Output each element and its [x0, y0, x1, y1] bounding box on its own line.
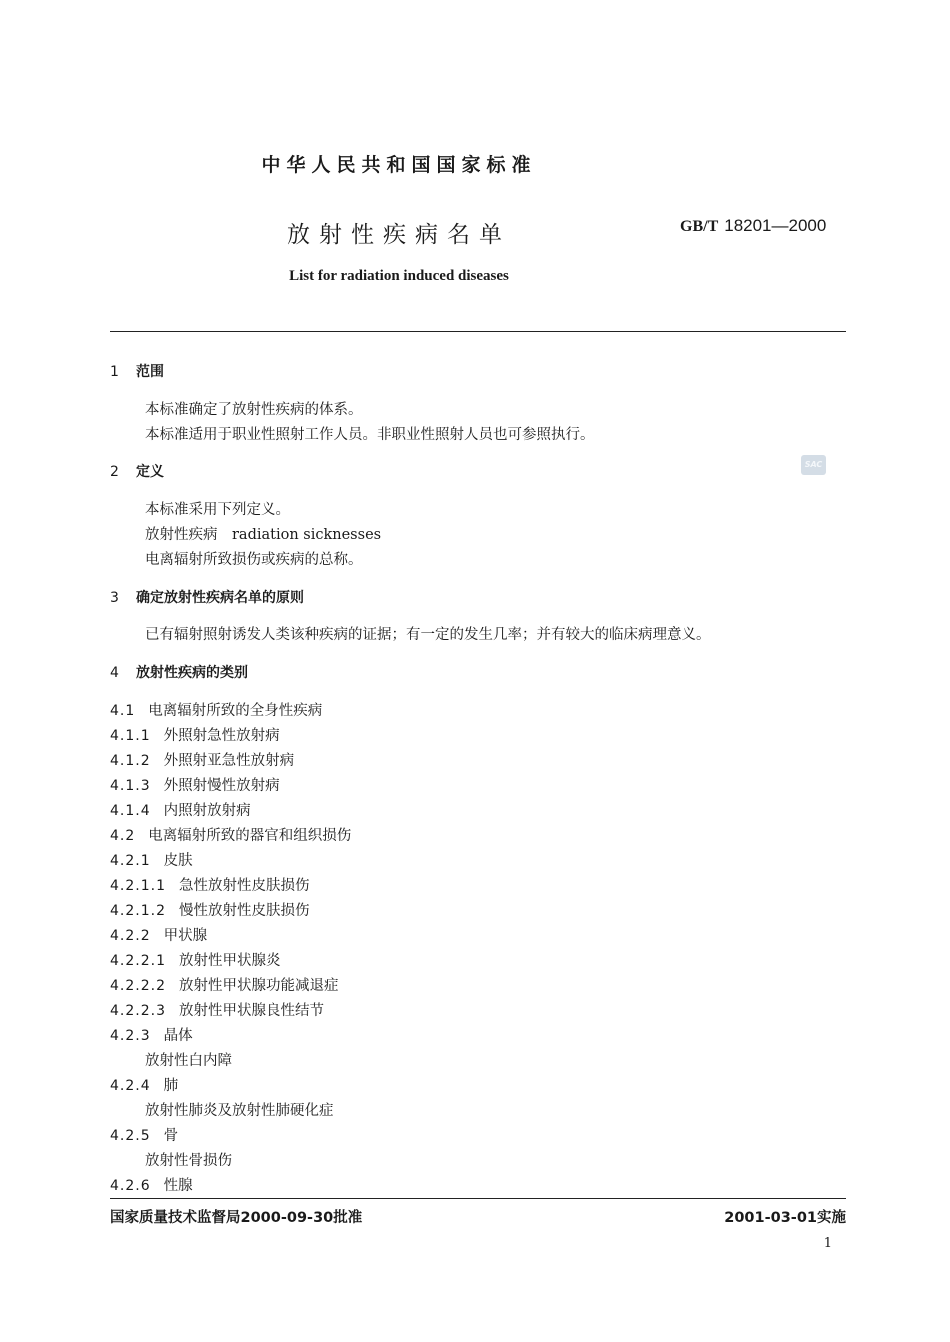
list-item	[110, 999, 324, 1020]
section-number: 1	[110, 364, 119, 380]
list-item	[110, 1174, 193, 1195]
item-text: 晶体	[163, 1028, 193, 1044]
standard-code	[680, 216, 826, 236]
item-text: 放射性骨损伤	[145, 1153, 232, 1169]
section-number: 3	[110, 590, 119, 606]
section-1-heading	[110, 361, 164, 381]
list-item	[110, 749, 294, 770]
list-item	[110, 949, 280, 970]
item-text: 急性放射性皮肤损伤	[178, 878, 310, 894]
item-number: 4.2.3	[110, 1028, 151, 1044]
item-text: 外照射亚急性放射病	[163, 753, 295, 769]
item-text: 放射性甲状腺良性结节	[178, 1003, 324, 1019]
paragraph: 本标准采用下列定义。	[145, 502, 290, 518]
item-number: 4.2.4	[110, 1078, 151, 1094]
list-item	[110, 924, 207, 945]
list-item	[110, 824, 351, 845]
section-title: 确定放射性疾病名单的原则	[136, 590, 304, 606]
list-item	[110, 849, 193, 870]
document-title: 放射性疾病名单	[287, 222, 511, 248]
page-number: 1	[823, 1236, 832, 1251]
sac-watermark-logo: SAC	[801, 455, 826, 475]
item-number: 4.2.1	[110, 853, 151, 869]
english-subtitle: List for radiation induced diseases	[289, 268, 509, 284]
paragraph: 已有辐射照射诱发人类该种疾病的证据；有一定的发生几率；并有较大的临床病理意义。	[145, 627, 711, 643]
section-title: 放射性疾病的类别	[136, 665, 248, 681]
item-number: 4.2.1.1	[110, 878, 166, 894]
item-text: 放射性甲状腺功能减退症	[178, 978, 339, 994]
item-text: 电离辐射所致的全身性疾病	[148, 703, 323, 719]
standard-code-number: 18201—2000	[724, 216, 827, 235]
term-definition: 放射性疾病 radiation sicknesses	[145, 527, 382, 543]
section-4-heading	[110, 662, 248, 682]
list-item	[110, 774, 280, 795]
item-number: 4.2.2	[110, 928, 151, 944]
item-number: 4.2.2.3	[110, 1003, 166, 1019]
paragraph: 本标准确定了放射性疾病的体系。	[145, 402, 363, 418]
standard-code-prefix: GB/T	[680, 218, 719, 235]
item-number: 4.1	[110, 703, 136, 719]
item-text: 性腺	[163, 1178, 193, 1194]
item-number: 4.1.1	[110, 728, 151, 744]
section-title: 定义	[136, 464, 164, 480]
list-item	[110, 899, 309, 920]
section-3-heading	[110, 587, 304, 607]
section-title: 范围	[136, 364, 164, 380]
list-item-detail	[145, 1049, 232, 1070]
section-number: 2	[110, 464, 119, 480]
section-number: 4	[110, 665, 119, 681]
item-text: 电离辐射所致的器官和组织损伤	[148, 828, 352, 844]
footer-rule	[110, 1198, 846, 1199]
item-number: 4.2	[110, 828, 136, 844]
item-number: 4.2.1.2	[110, 903, 166, 919]
item-number: 4.1.4	[110, 803, 151, 819]
item-text: 骨	[163, 1128, 179, 1144]
list-item-detail	[145, 1149, 232, 1170]
item-text: 外照射急性放射病	[163, 728, 280, 744]
item-text: 慢性放射性皮肤损伤	[178, 903, 310, 919]
item-number: 4.2.6	[110, 1178, 151, 1194]
implementation-date: 2001-03-01实施	[724, 1210, 846, 1226]
item-number: 4.2.2.1	[110, 953, 166, 969]
item-number: 4.1.3	[110, 778, 151, 794]
item-text: 甲状腺	[163, 928, 208, 944]
item-text: 放射性甲状腺炎	[178, 953, 281, 969]
national-standard-header: 中华人民共和国国家标准	[261, 154, 537, 176]
section-2-heading	[110, 461, 164, 481]
header-rule	[110, 331, 846, 332]
list-item	[110, 874, 309, 895]
item-text: 肺	[163, 1078, 179, 1094]
item-text: 放射性白内障	[145, 1053, 232, 1069]
list-item	[110, 724, 280, 745]
paragraph: 电离辐射所致损伤或疾病的总称。	[145, 552, 363, 568]
list-item	[110, 799, 251, 820]
item-number: 4.2.2.2	[110, 978, 166, 994]
list-item	[110, 974, 338, 995]
item-text: 内照射放射病	[163, 803, 251, 819]
item-text: 外照射慢性放射病	[163, 778, 280, 794]
list-item	[110, 1024, 193, 1045]
paragraph: 本标准适用于职业性照射工作人员。非职业性照射人员也可参照执行。	[145, 427, 595, 443]
item-text: 放射性肺炎及放射性肺硬化症	[145, 1103, 334, 1119]
list-item	[110, 699, 322, 720]
item-text: 皮肤	[163, 853, 193, 869]
list-item	[110, 1124, 178, 1145]
list-item	[110, 1074, 178, 1095]
item-number: 4.1.2	[110, 753, 151, 769]
item-number: 4.2.5	[110, 1128, 151, 1144]
list-item-detail	[145, 1099, 334, 1120]
approval-date: 国家质量技术监督局2000-09-30批准	[110, 1210, 363, 1226]
